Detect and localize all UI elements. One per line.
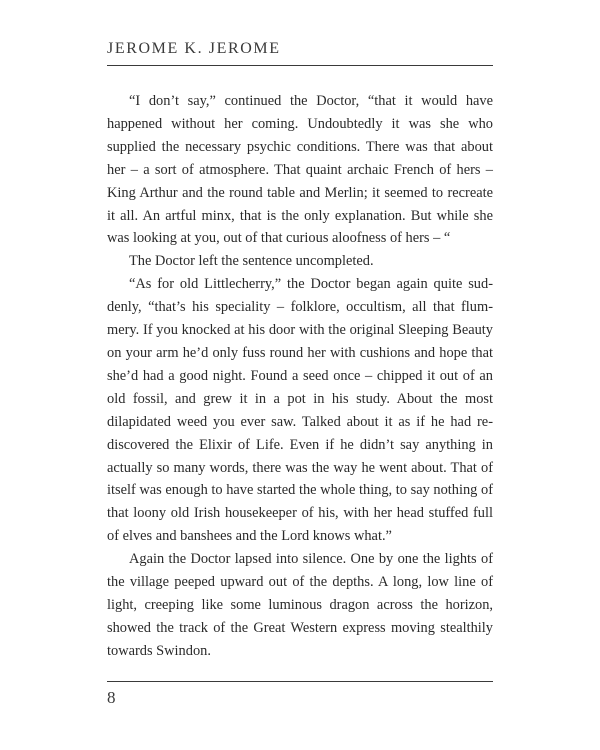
page-number: 8 [107, 688, 116, 707]
running-header: JEROME K. JEROME [107, 40, 281, 57]
header-rule [107, 65, 493, 66]
body-text [107, 90, 493, 663]
paragraph: Again the Doctor lapsed into silence. One by one the lights of the village peeped upward out of the depths. A long, low line of light, creeping like some luminous dragon across the horizon, showed the track of the Great Western express moving stealthily towards Swindon. [107, 551, 493, 659]
paragraph: “As for old Littlecherry,” the Doctor began again quite suddenly, “that’s his speciality – folklore, occultism, all that flummery. If you knocked at his door with the original Sleeping Beauty on your arm he’d only fuss round her with cushions and hope that she’d had a good night. Found a seed once – chipped it out of an old fossil, and grew it in a pot in his study. About the most dilapidated weed you ever saw. Talked about it as if he had re-discovered the Elixir of Life. Even if he didn’t say anything in actually so many words, there was the way he went about. That of itself was enough to have started the whole thing, to say nothing of that loony old Irish housekeeper of his, with her head stuffed full of elves and banshees and the Lord knows what.” [107, 276, 493, 545]
footer-rule [107, 681, 493, 682]
paragraph: “I don’t say,” continued the Doctor, “that it would have happened without her coming. Undoubtedly it was she who supplied the necessary psychic conditions. There was that about her – a sort of atmosphere. That quaint archaic French of hers – King Arthur and the round table and Merlin; it seemed to recreate it all. An artful minx, that is the only explanation. But while she was looking at you, out of that curious aloofness of hers – “ [107, 93, 493, 247]
paragraph: The Doctor left the sentence uncompleted. [129, 253, 374, 270]
